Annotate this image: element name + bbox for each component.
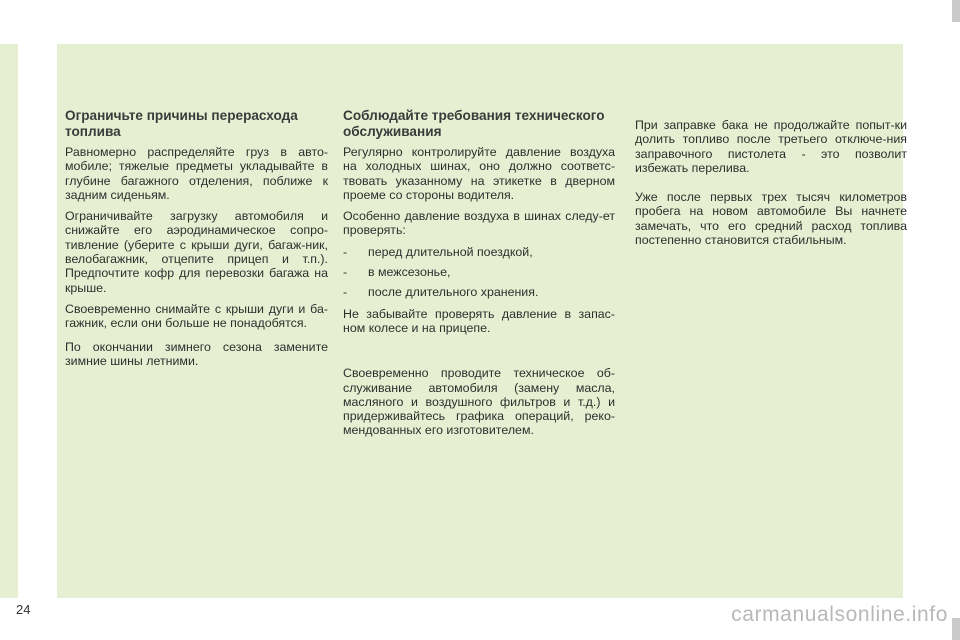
paragraph: Своевременно проводите техническое об-служивание автомобиля (замену масла, масляного и воздушного фильтров и т.д.) и придерживайтесь графика операций, реко-мендованных его изготовителем. [343,366,615,438]
column-maintenance [343,108,615,445]
paragraph: Регулярно контролируйте давление воздуха на холодных шинах, оно должно соответс-твовать указанному на этикетке в дверном проеме со стороны водителя. [343,145,615,202]
spacer [635,182,907,190]
paragraph: Равномерно распределяйте груз в авто-мобиле; тяжелые предметы укладывайте в глубине багажного отделения, поближе к задним сиденьям. [65,145,328,202]
list-item [343,285,615,299]
column-refuel-tips [635,118,907,254]
section-title-maintenance: Соблюдайте требования технического обслуживания [343,108,605,139]
paragraph: Особенно давление воздуха в шинах следу-ет проверять: [343,209,615,238]
left-margin-strip [0,44,18,598]
paragraph: Не забывайте проверять давление в запас-ном колесе и на прицепе. [343,306,615,335]
paragraph: По окончании зимнего сезона замените зимние шины летними. [65,339,328,368]
paragraph: Уже после первых трех тысяч километров пробега на новом автомобиле Вы начнете замечать, что его средний расход топлива постепенно становится стабильным. [635,190,907,248]
column-fuel-consumption [65,108,328,375]
list-item-text: после длительного хранения. [368,285,539,300]
list-dash: - [343,285,348,300]
list-item [343,245,615,259]
list-dash: - [343,265,348,280]
spacer [343,342,615,366]
paragraph: При заправке бака не продолжайте попыт-ки долить топливо после третьего отключе-ния заправочного пистолета - это позволит избежать перелива. [635,118,907,175]
list-item-text: в межсезонье, [368,265,451,280]
paragraph: Своевременно снимайте с крыши дуги и ба-гажник, если они больше не понадобятся. [65,301,328,331]
page-number: 24 [16,602,31,617]
scroll-indicator-top[interactable] [952,0,960,22]
watermark: carmanualsonline.info [731,603,948,626]
list-item-text: перед длительной поездкой, [368,244,533,259]
list-item [343,265,615,279]
scroll-indicator-bottom[interactable] [952,618,960,640]
paragraph: Ограничивайте загрузку автомобиля и снижайте его аэродинамическое сопро-тивление (уберите с крыши дуги, багаж-ник, велобагажник, отцепите прицеп и т.п.). Предпочтите кофр для перевозки багажа на крыше. [65,209,328,295]
list-dash: - [343,244,348,259]
section-title-fuel: Ограничьте причины перерасхода топлива [65,108,298,139]
tire-check-list [343,245,615,300]
